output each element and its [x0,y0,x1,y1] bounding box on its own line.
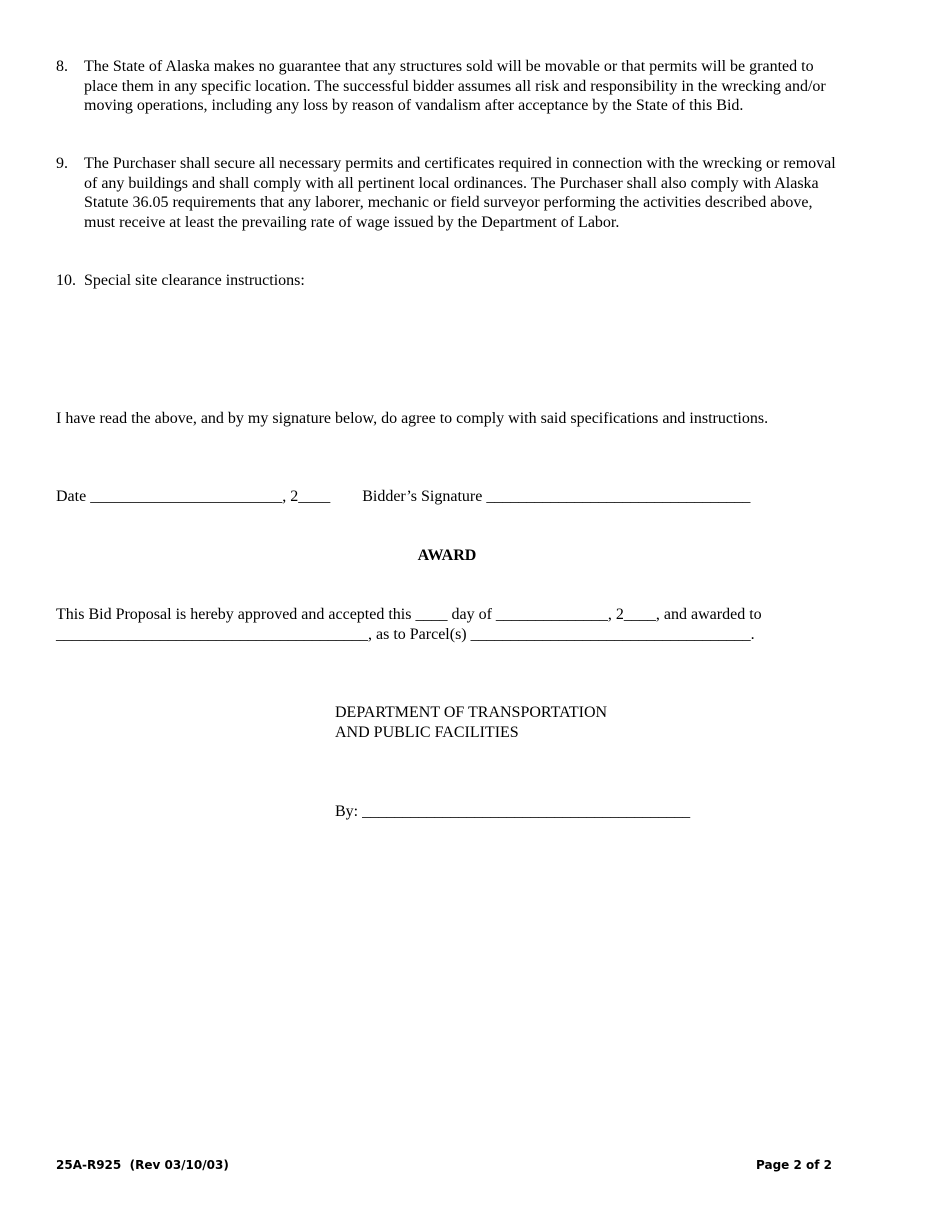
clause-number: 8. [56,58,68,75]
clause-text: The State of Alaska makes no guarantee that any structures sold will be movable or that permits will be granted to place them in any specific location. The successful bidder assumes all risk and responsibility in the wrecking and/or moving operations, including any loss by reason of vandalism after acceptance by the State of this Bid. [84,58,826,115]
department-name-line1: DEPARTMENT OF TRANSPORTATION [335,704,608,721]
by-signature-line: By: _________________________________________ [335,803,691,820]
clause-8 [56,57,846,116]
clause-text: The Purchaser shall secure all necessary permits and certificates required in connection with the wrecking or removal of any buildings and shall comply with all pertinent local ordinances. The Purchaser shall also comply with Alaska Statute 36.05 requirements that any laborer, mechanic or field surveyor performing the activities described above, must receive at least the prevailing rate of wage issued by the Department of Labor. [84,155,836,231]
award-acceptance-line: This Bid Proposal is hereby approved and accepted this ____ day of ______________, 2____, and awarded to [56,606,762,623]
award-heading: AWARD [417,547,477,564]
clause-text: Special site clearance instructions: [84,272,305,289]
clause-number: 10. [56,272,76,289]
date-signature-line: Date ________________________, 2____ Bidder’s Signature _________________________________ [56,488,751,505]
clause-9 [56,154,846,232]
page-number: Page 2 of 2 [756,1158,832,1172]
clause-number: 9. [56,155,68,172]
department-name-line2: AND PUBLIC FACILITIES [335,724,519,741]
agreement-statement: I have read the above, and by my signature below, do agree to comply with said specifications and instructions. [56,410,769,427]
clause-10 [56,271,846,291]
award-parcel-line: _______________________________________, as to Parcel(s) ___________________________________. [56,626,755,643]
form-id: 25A-R925 (Rev 03/10/03) [56,1158,229,1172]
